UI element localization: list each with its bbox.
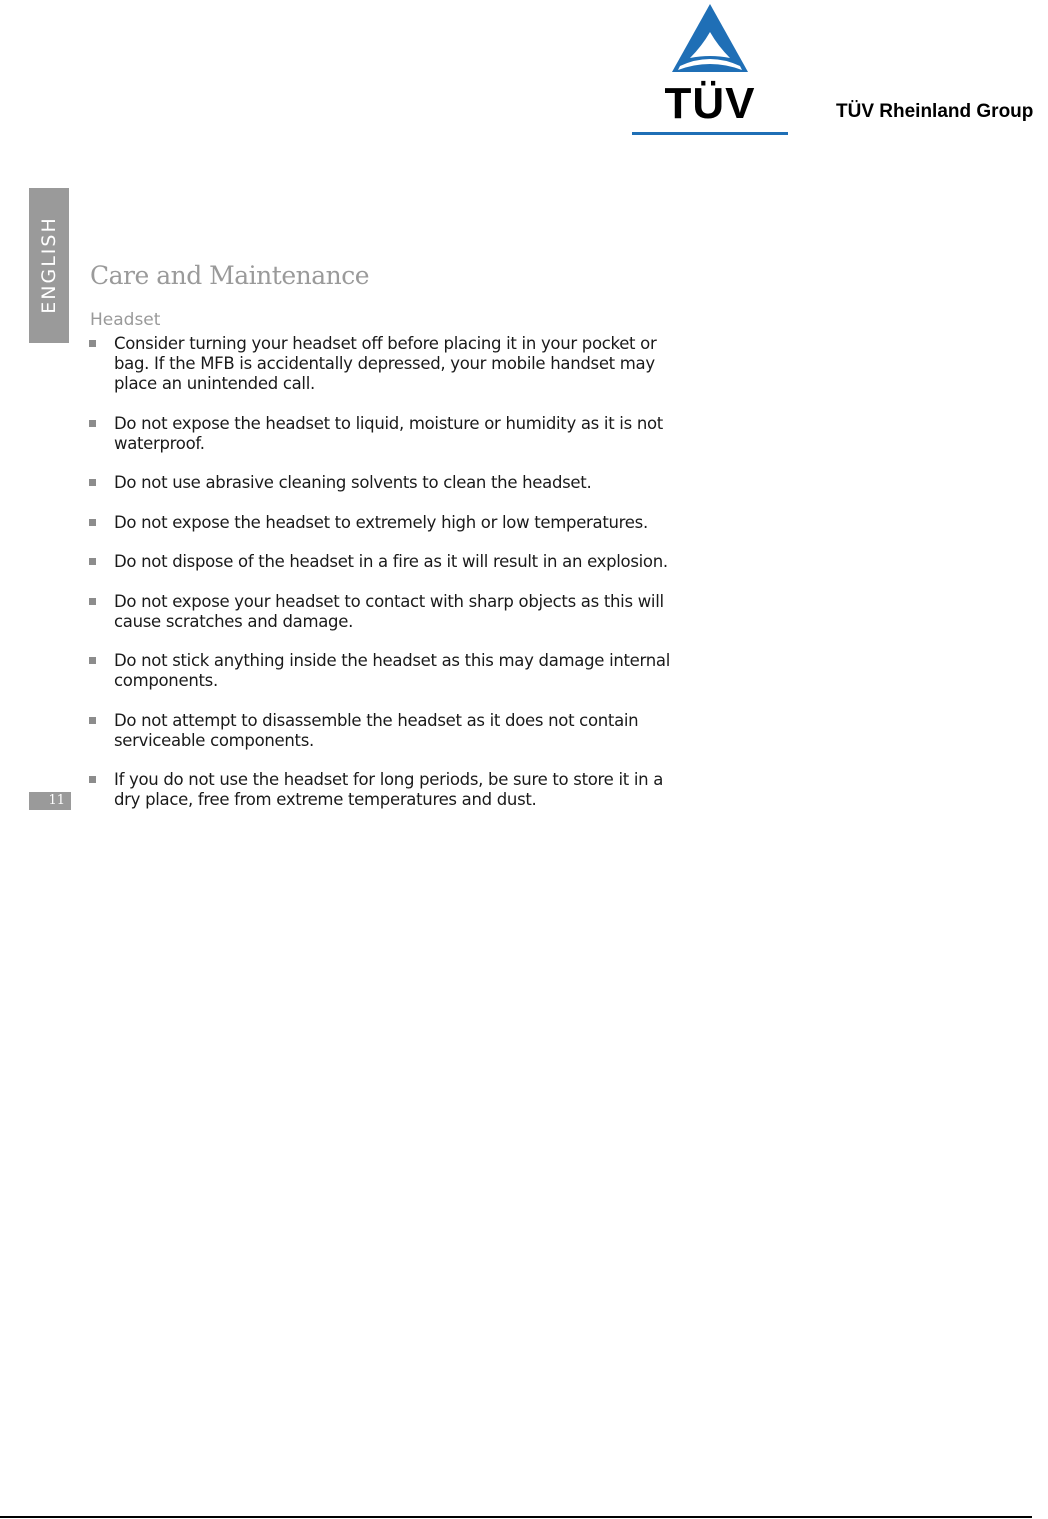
bullet-square-icon (89, 558, 96, 565)
bullet-square-icon (89, 479, 96, 486)
group-name: TÜV Rheinland Group (836, 101, 1034, 122)
section-heading: Headset (90, 310, 161, 330)
tuv-triangle-icon (670, 2, 750, 74)
list-item-text: Consider turning your headset off before placing it in your pocket or bag. If the MFB is accidentally depressed, your mobile handset may place an unintended call. (114, 334, 657, 393)
bullet-square-icon (89, 598, 96, 605)
page-number-tab (29, 792, 71, 810)
language-tab (29, 188, 69, 343)
list-item (88, 711, 678, 751)
list-item-text: Do not stick anything inside the headset as this may damage internal components. (114, 651, 670, 690)
list-item-text: Do not attempt to disassemble the headset as it does not contain serviceable components. (114, 710, 639, 750)
footer-divider (0, 1516, 1032, 1518)
language-tab-label: ENGLISH (38, 216, 60, 314)
list-item (88, 651, 678, 691)
list-item-text: Do not expose the headset to extremely high or low temperatures. (114, 512, 648, 532)
list-item (88, 414, 678, 454)
list-item-text: Do not expose the headset to liquid, moisture or humidity as it is not waterproof. (114, 413, 663, 453)
list-item-text: Do not use abrasive cleaning solvents to clean the headset. (114, 473, 592, 492)
bullet-square-icon (89, 420, 96, 427)
list-item-text: Do not expose your headset to contact with sharp objects as this will cause scratches and damage. (114, 591, 664, 631)
list-item-text: Do not dispose of the headset in a fire as it will result in an explosion. (114, 552, 668, 571)
bullet-square-icon (89, 519, 96, 526)
logo-underline (632, 132, 788, 135)
list-item (88, 513, 678, 533)
logo-wordmark: TÜV (664, 79, 756, 128)
list-item (88, 592, 678, 632)
list-item-text: If you do not use the headset for long periods, be sure to store it in a dry place, free from extreme temperatures and dust. (114, 770, 664, 809)
list-item (88, 770, 678, 810)
list-item (88, 473, 678, 493)
bullet-square-icon (89, 340, 96, 347)
page-number: 11 (48, 793, 65, 808)
bullet-square-icon (89, 776, 96, 783)
page-title: Care and Maintenance (90, 261, 370, 290)
maintenance-list (88, 334, 678, 830)
list-item (88, 552, 678, 572)
bullet-square-icon (89, 657, 96, 664)
bullet-square-icon (89, 717, 96, 724)
tuv-logo (632, 2, 788, 136)
list-item (88, 334, 678, 394)
